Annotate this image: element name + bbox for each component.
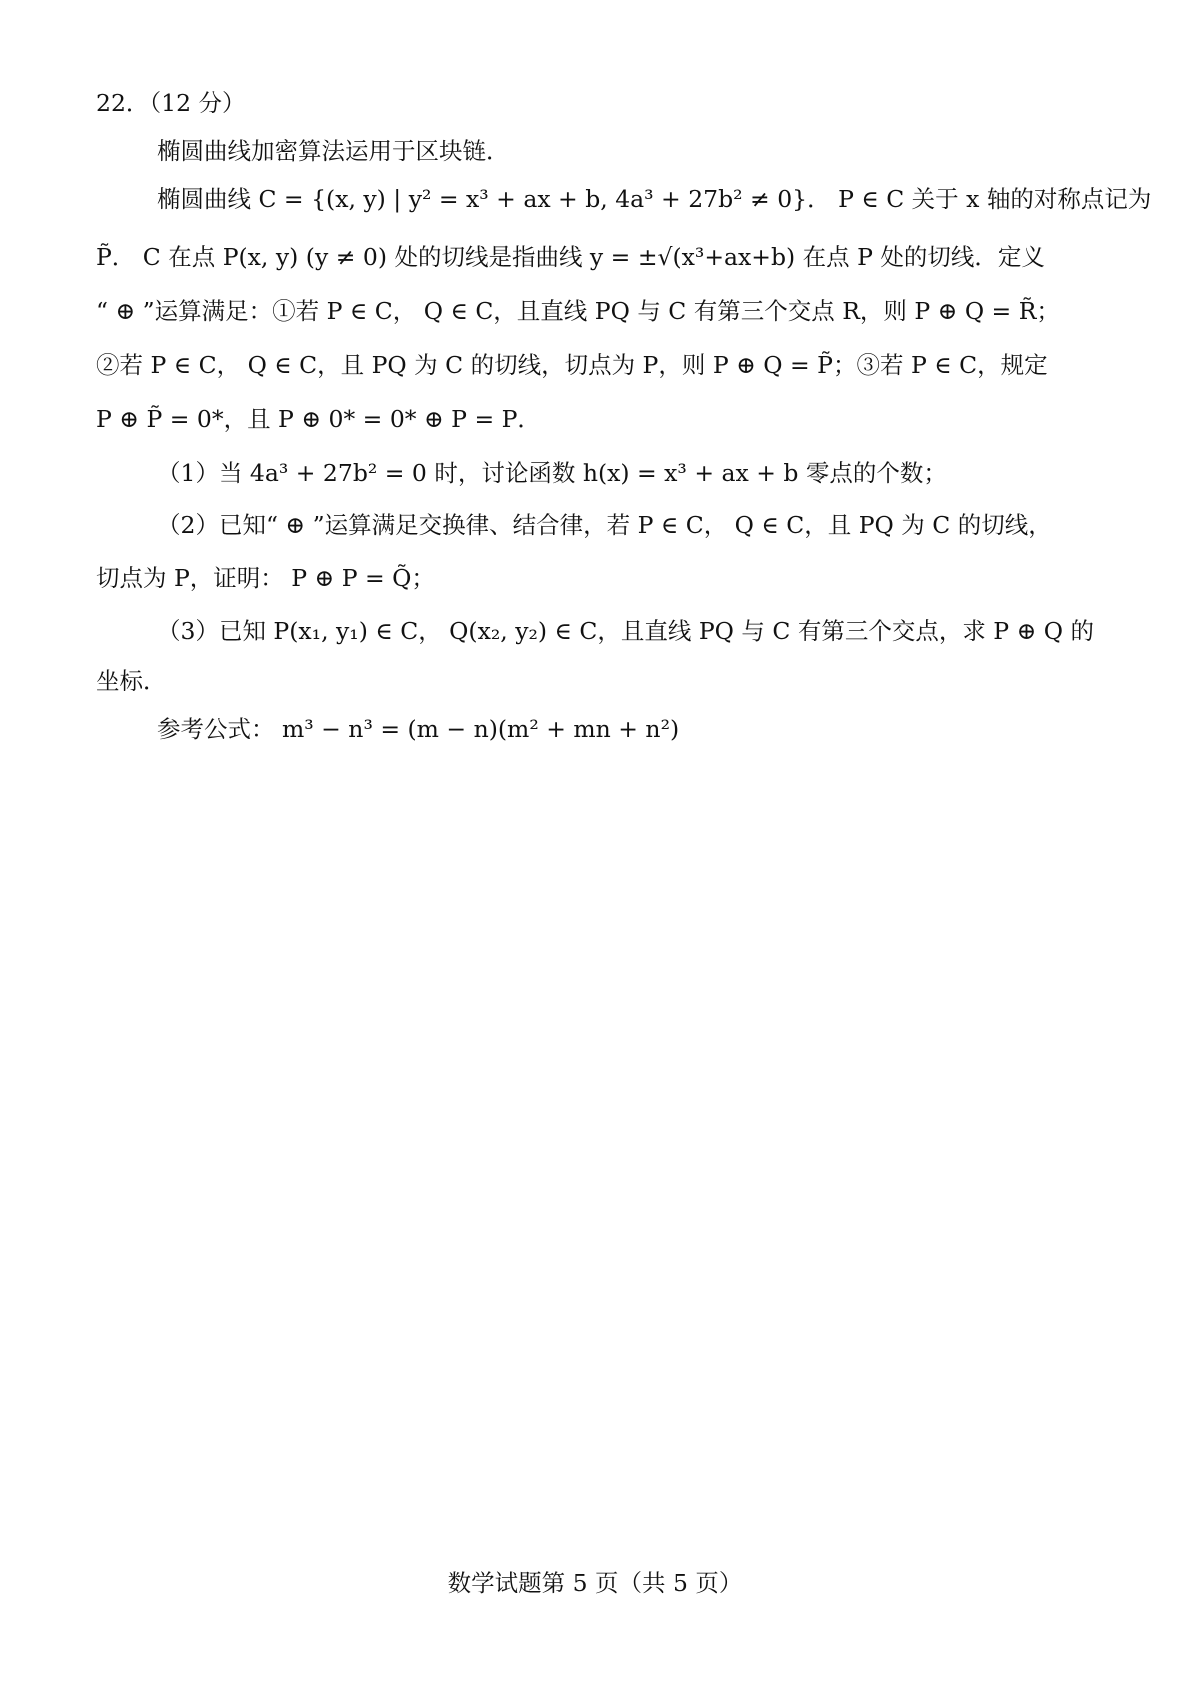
sub-question-3-line-2: 坐标．: [96, 667, 167, 695]
sub-question-3-line-1: （3）已知 P(x₁, y₁) ∈ C， Q(x₂, y₂) ∈ C，且直线 PQ 与 C 有第三个交点，求 P ⊕ Q 的: [157, 617, 1094, 645]
sub-question-2-line-1: （2）已知“ ⊕ ”运算满足交换律、结合律，若 P ∈ C， Q ∈ C，且 PQ 为 C 的切线，: [157, 511, 1052, 539]
question-intro: 椭圆曲线加密算法运用于区块链．: [157, 137, 510, 165]
question-definition-line-5: P ⊕ P̃ = 0*，且 P ⊕ 0* = 0* ⊕ P = P．: [96, 405, 541, 433]
sub-question-1: （1）当 4a³ + 27b² = 0 时，讨论函数 h(x) = x³ + ax + b 零点的个数；: [157, 459, 947, 487]
question-definition-line-3: “ ⊕ ”运算满足：①若 P ∈ C， Q ∈ C，且直线 PQ 与 C 有第三个交点 R，则 P ⊕ Q = R̃；: [96, 297, 1060, 325]
reference-formula: 参考公式： m³ − n³ = (m − n)(m² + mn + n²): [157, 715, 680, 743]
question-definition-line-1: 椭圆曲线 C = {(x, y) | y² = x³ + ax + b, 4a³ + 27b² ≠ 0}． P ∈ C 关于 x 轴的对称点记为: [157, 185, 1152, 213]
page-footer: 数学试题第 5 页（共 5 页）: [447, 1569, 743, 1597]
question-header: 22．（12 分）: [96, 89, 246, 117]
question-definition-line-4: ②若 P ∈ C， Q ∈ C，且 PQ 为 C 的切线，切点为 P，则 P ⊕ Q = P̃；③若 P ∈ C，规定: [96, 351, 1048, 379]
sub-question-2-line-2: 切点为 P，证明： P ⊕ P = Q̃；: [96, 564, 435, 592]
question-definition-line-2: P̃． C 在点 P(x, y) (y ≠ 0) 处的切线是指曲线 y = ±√(x³+ax+b) 在点 P 处的切线．定义: [96, 243, 1045, 271]
